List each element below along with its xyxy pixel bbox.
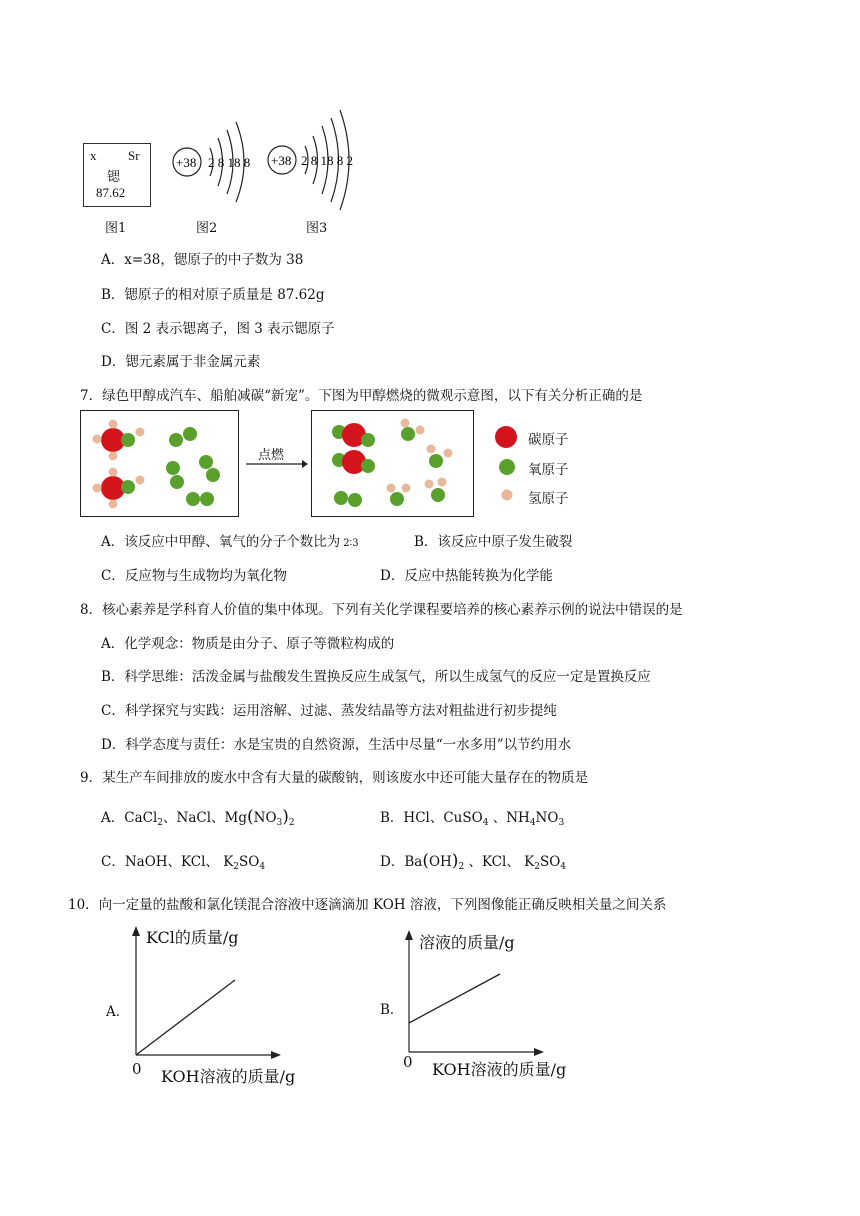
fig3-electrons: 2 8 18 8 2 bbox=[301, 153, 353, 168]
oxygen-atom bbox=[390, 492, 404, 506]
legend-oxygen-dot bbox=[498, 458, 516, 476]
q9-option-b: B．HCl、CuSO$_4$ 、$NH_4NO_3$ bbox=[380, 810, 565, 828]
reaction-condition: 点燃 bbox=[258, 448, 285, 463]
fig3-caption: 图3 bbox=[306, 221, 328, 236]
q6-option-d: D．锶元素属于非金属元素 bbox=[101, 354, 261, 370]
hydrogen-atom bbox=[109, 468, 118, 477]
legend-carbon-label: 碳原子 bbox=[528, 432, 569, 448]
products-box bbox=[311, 410, 475, 518]
hydrogen-atom bbox=[93, 484, 102, 493]
q6-option-a: A．x=38，锶原子的中子数为 38 bbox=[101, 252, 304, 268]
hydrogen-atom bbox=[387, 484, 396, 493]
oxygen-atom bbox=[169, 433, 183, 447]
element-atomic-number: x bbox=[90, 148, 97, 163]
ratio: 2∶3 bbox=[343, 538, 359, 549]
fig2-electrons: 2 8 18 8 bbox=[208, 155, 251, 170]
q9-option-d: D．$Ba(OH)_2$ 、KCl、 $K_2SO_4$ bbox=[380, 851, 567, 872]
hydrogen-atom bbox=[438, 478, 447, 487]
chart-a-label: A． bbox=[106, 1004, 130, 1020]
hydrogen-atom bbox=[402, 484, 411, 493]
oxygen-atom bbox=[199, 455, 213, 469]
element-name: 锶 bbox=[107, 169, 121, 184]
hydrogen-atom bbox=[136, 428, 145, 437]
chart-a-line bbox=[136, 980, 235, 1055]
oxygen-atom bbox=[334, 491, 348, 505]
q7-option-b: B．该反应中原子发生破裂 bbox=[414, 534, 573, 550]
q8-option-c: C．科学探究与实践：运用溶解、过滤、蒸发结晶等方法对粗盐进行初步提纯 bbox=[101, 703, 557, 719]
formula: $Ba(OH)_2$ 、KCl、 $K_2SO_4$ bbox=[404, 851, 567, 872]
formula: CaCl$_2$、NaCl、$Mg(NO_3)_2$ bbox=[124, 807, 295, 828]
oxygen-atom bbox=[361, 459, 375, 473]
element-cell bbox=[83, 143, 151, 207]
legend-hydrogen-dot bbox=[501, 489, 513, 501]
q8-option-a: A．化学观念：物质是由分子、原子等微粒构成的 bbox=[101, 636, 395, 652]
hydrogen-atom bbox=[427, 445, 436, 454]
formula: HCl、CuSO$_4$ 、$NH_4NO_3$ bbox=[403, 810, 565, 828]
atom-diagram-fig2 bbox=[170, 120, 270, 210]
q6-option-b: B．锶原子的相对原子质量是 87.62g bbox=[101, 287, 325, 303]
hydrogen-atom bbox=[109, 500, 118, 509]
q7-option-a: A．该反应中甲醇、氧气的分子个数比为 2∶3 bbox=[101, 534, 359, 550]
legend-carbon-dot bbox=[494, 425, 518, 449]
fig2-nucleus: +38 bbox=[176, 155, 197, 170]
q8-option-b: B．科学思维：活泼金属与盐酸发生置换反应生成氢气，所以生成氢气的反应一定是置换反应 bbox=[101, 669, 651, 685]
oxygen-atom bbox=[166, 461, 180, 475]
chart-a-origin: 0 bbox=[132, 1060, 142, 1078]
reaction-arrow bbox=[246, 458, 308, 470]
element-symbol: Sr bbox=[128, 148, 140, 163]
q8-stem: 8．核心素养是学科育人价值的集中体现。下列有关化学课程要培养的核心素养示例的说法中错误的是 bbox=[80, 602, 683, 618]
chart-b-ylabel: 溶液的质量/g bbox=[419, 933, 515, 952]
formula: NaOH、KCl、 $K_2SO_4$ bbox=[124, 854, 266, 872]
legend-oxygen-label: 氧原子 bbox=[528, 462, 569, 478]
oxygen-atom bbox=[361, 433, 375, 447]
oxygen-atom bbox=[200, 492, 214, 506]
q9-stem: 9．某生产车间排放的废水中含有大量的碳酸钠，则该废水中还可能大量存在的物质是 bbox=[80, 770, 589, 786]
oxygen-atom bbox=[431, 488, 445, 502]
oxygen-atom bbox=[348, 493, 362, 507]
oxygen-atom bbox=[401, 427, 415, 441]
q8-option-d: D．科学态度与责任：水是宝贵的自然资源，生活中尽量“一水多用”以节约用水 bbox=[101, 737, 572, 753]
chart-b-xlabel: KOH溶液的质量/g bbox=[432, 1060, 567, 1079]
oxygen-atom bbox=[429, 454, 443, 468]
hydrogen-atom bbox=[444, 449, 453, 458]
chart-b-line bbox=[409, 974, 500, 1023]
q9-option-a: A．CaCl$_2$、NaCl、$Mg(NO_3)_2$ bbox=[101, 807, 295, 828]
q10-stem: 10．向一定量的盐酸和氯化镁混合溶液中逐滴滴加 KOH 溶液，下列图像能正确反映相关量之间关系 bbox=[68, 897, 667, 913]
oxygen-atom bbox=[206, 468, 220, 482]
hydrogen-atom bbox=[425, 480, 434, 489]
oxygen-atom bbox=[121, 433, 135, 447]
chart-a-ylabel: KCl的质量/g bbox=[146, 928, 239, 947]
oxygen-atom bbox=[121, 480, 135, 494]
hydrogen-atom bbox=[401, 419, 410, 428]
chart-b-origin: 0 bbox=[403, 1053, 413, 1071]
hydrogen-atom bbox=[109, 452, 118, 461]
q7-option-d: D．反应中热能转换为化学能 bbox=[380, 568, 553, 584]
reactants-box bbox=[80, 410, 240, 518]
legend-hydrogen-label: 氢原子 bbox=[528, 491, 569, 507]
chart-a-xlabel: KOH溶液的质量/g bbox=[161, 1067, 296, 1086]
oxygen-atom bbox=[186, 492, 200, 506]
oxygen-atom bbox=[183, 427, 197, 441]
q7-stem: 7．绿色甲醇成汽车、船舶减碳“新宠”。下图为甲醇燃烧的微观示意图，以下有关分析正确的是 bbox=[80, 388, 643, 404]
hydrogen-atom bbox=[136, 476, 145, 485]
hydrogen-atom bbox=[416, 426, 425, 435]
oxygen-atom bbox=[170, 475, 184, 489]
hydrogen-atom bbox=[93, 435, 102, 444]
fig3-nucleus: +38 bbox=[271, 153, 292, 168]
atom-diagram-fig3 bbox=[265, 110, 375, 210]
q6-option-c: C．图 2 表示锶离子，图 3 表示锶原子 bbox=[101, 321, 335, 337]
q7-option-c: C．反应物与生成物均为氧化物 bbox=[101, 568, 287, 584]
hydrogen-atom bbox=[109, 420, 118, 429]
element-mass: 87.62 bbox=[96, 185, 126, 200]
chart-b-label: B． bbox=[380, 1002, 404, 1018]
fig1-caption: 图1 bbox=[105, 221, 127, 236]
q9-option-c: C．NaOH、KCl、 $K_2SO_4$ bbox=[101, 854, 266, 872]
fig2-caption: 图2 bbox=[196, 221, 218, 236]
